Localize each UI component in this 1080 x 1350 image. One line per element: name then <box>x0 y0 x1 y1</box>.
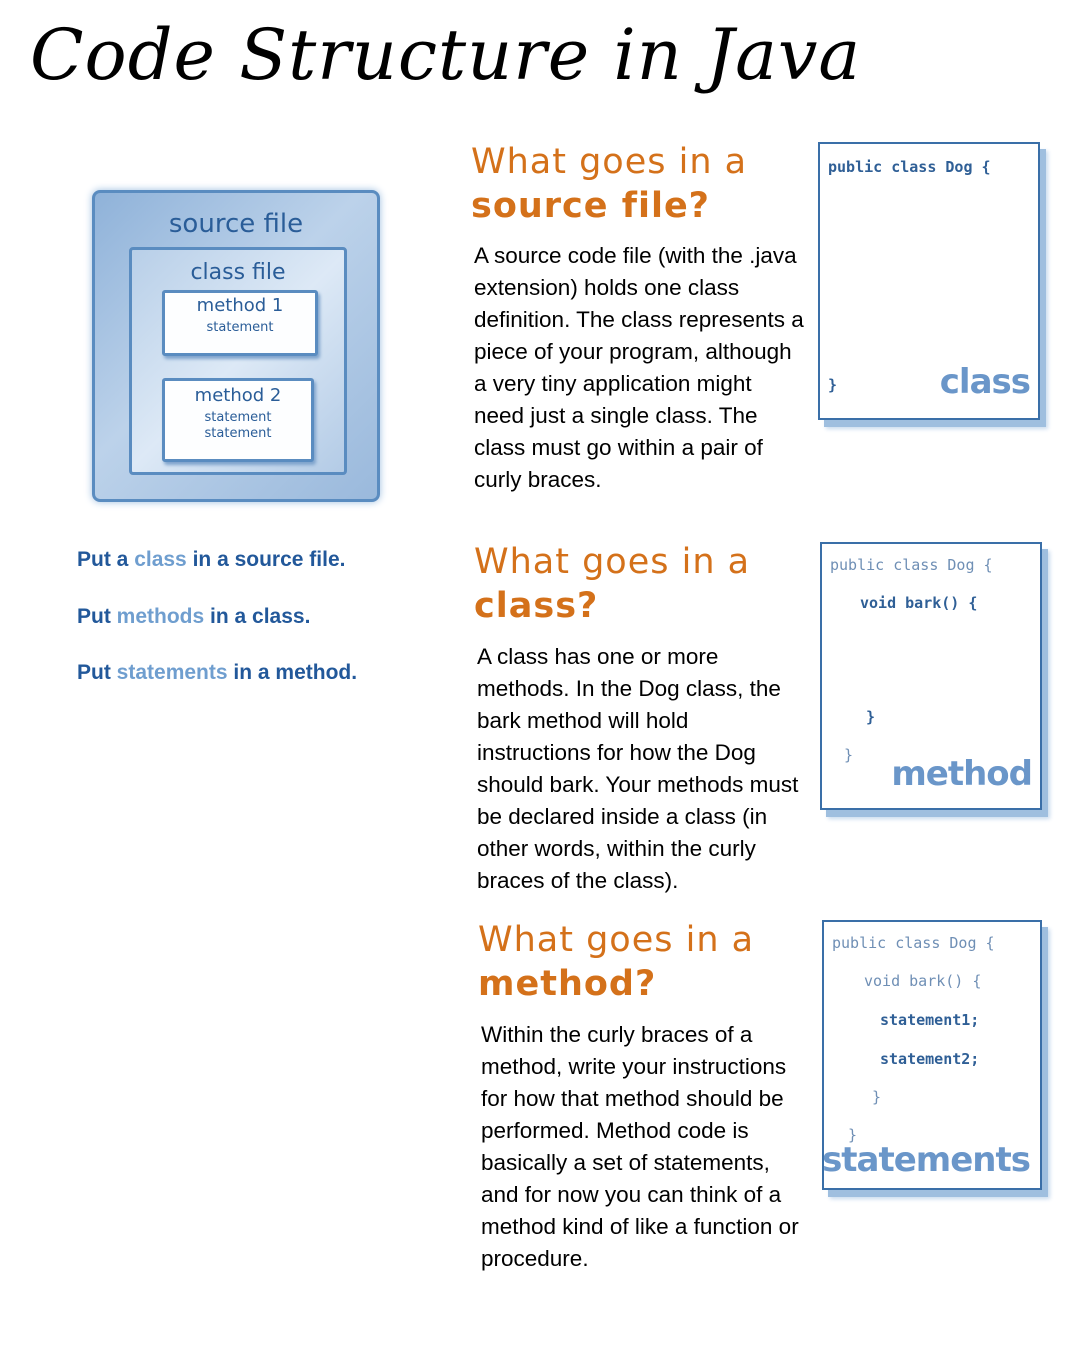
code-card-class <box>818 142 1040 420</box>
code-line: } <box>844 746 854 764</box>
card-tag-statements: statements <box>822 1140 1030 1180</box>
code-card-method <box>820 542 1042 810</box>
code-line: void bark() { <box>860 594 978 612</box>
paragraph-method: Within the curly braces of a method, write your instructions for how that method should be performed. Method code is basically a set of statements, and for now you can think of a method kind of like a function or procedure. <box>481 1022 799 1271</box>
paragraph-source-file: A source code file (with the .java extension) holds one class definition. The class represents a piece of your program, although a very tiny application might need just a single class. The class must go within a pair of curly braces. <box>474 243 804 492</box>
class-file-label: class file <box>190 260 286 285</box>
summary-line-methods: Put methods in a class. <box>77 605 311 628</box>
summary-line-class: Put a class in a source file. <box>77 548 346 571</box>
method-1-statement: statement <box>206 320 274 335</box>
heading-method: What goes in a method? <box>478 920 755 1004</box>
code-line: void bark() { <box>864 972 982 990</box>
code-line: } <box>872 1088 882 1106</box>
heading-source-file: What goes in a source file? <box>471 142 748 226</box>
code-line: statement1; <box>880 1011 980 1029</box>
code-line: statement2; <box>880 1050 980 1068</box>
summary-line-statements: Put statements in a method. <box>77 661 358 684</box>
code-line: } <box>848 1126 858 1144</box>
heading-class: What goes in a class? <box>474 542 751 626</box>
code-card-statements <box>822 920 1042 1190</box>
method-2-box <box>162 378 314 462</box>
method-2-statement-2: statement <box>204 426 272 441</box>
method-2-statement-1: statement <box>204 410 272 425</box>
code-line: public class Dog { <box>830 556 993 574</box>
source-file-diagram <box>92 190 380 502</box>
code-line: public class Dog { <box>832 934 995 952</box>
source-file-label: source file <box>168 209 304 239</box>
code-line: } <box>866 708 876 726</box>
paragraph-class: A class has one or more methods. In the Dog class, the bark method will hold instructions for how the Dog should bark. Your methods must be declared inside a class (in other words, within the curly braces of the class). <box>477 644 799 893</box>
card-tag-class: class <box>939 362 1030 402</box>
page-title: Code Structure in Java <box>30 14 862 96</box>
code-line: public class Dog { <box>828 158 991 176</box>
method-2-label: method 2 <box>194 385 282 406</box>
class-file-box <box>129 247 347 475</box>
card-tag-method: method <box>891 754 1032 794</box>
code-line: } <box>828 376 838 394</box>
method-1-label: method 1 <box>196 295 284 316</box>
method-1-box <box>162 290 318 356</box>
